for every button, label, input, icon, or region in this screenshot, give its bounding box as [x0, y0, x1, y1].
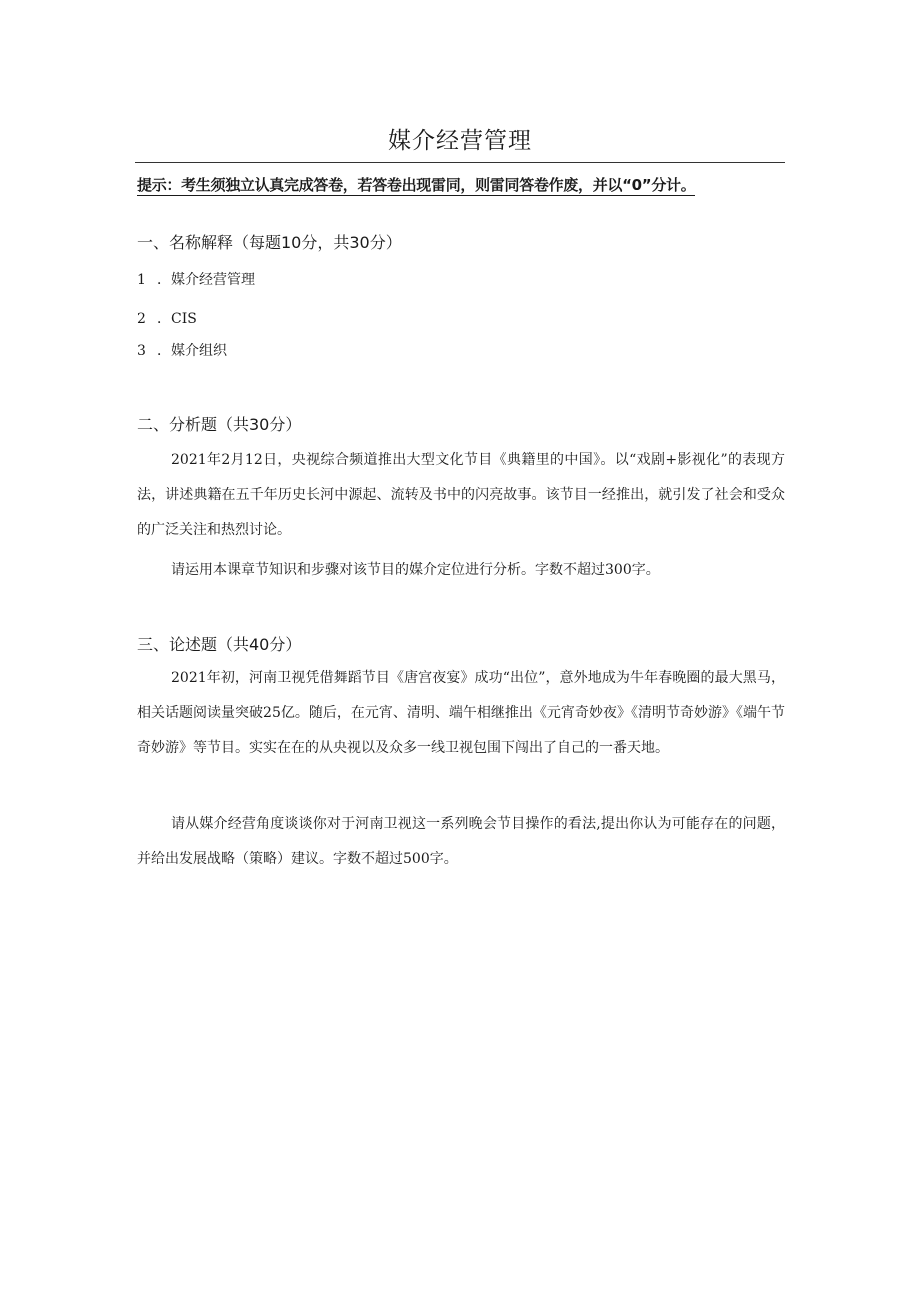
essay-paragraph-2: 请从媒介经营角度谈谈你对于河南卫视这一系列晚会节目操作的看法,提出你认为可能存在的问题，并给出发展战略（策略）建议。字数不超过500字。: [137, 816, 785, 867]
title-divider: [135, 162, 785, 163]
analysis-paragraph-1: 2021年2月12日，央视综合频道推出大型文化节目《典籍里的中国》。以“戏剧+影视化”的表现方法，讲述典籍在五千年历史长河中源起、流转及书中的闪亮故事。该节目一经推出，就引发了社会和受众的广泛关注和热烈讨论。: [137, 452, 785, 538]
section-3-heading: 三、论述题（共40分）: [137, 635, 302, 654]
section-1-heading: 一、名称解释（每题10分，共30分）: [137, 233, 402, 252]
exam-notice: [137, 174, 695, 195]
term-number: 1: [137, 272, 146, 288]
term-item-2: [137, 308, 197, 328]
essay-paragraph-1: 2021年初，河南卫视凭借舞蹈节目《唐宫夜宴》成功“出位”，意外地成为牛年春晚圈的最大黑马，相关话题阅读量突破25亿。随后，在元宵、清明、端午相继推出《元宵奇妙夜》《清明节奇妙游》《端午节奇妙游》等节目。实实在在的从央视以及众多一线卫视包围下闯出了自己的一番天地。: [137, 670, 785, 756]
term-item-1: [137, 269, 255, 289]
term-item-3: [137, 340, 227, 360]
term-text: ．CIS: [157, 311, 197, 327]
term-text: ．媒介组织: [157, 343, 227, 359]
document-title: 媒介经营管理: [388, 128, 532, 154]
section-2-heading: 二、分析题（共30分）: [137, 415, 302, 434]
term-number: 3: [137, 343, 146, 359]
analysis-paragraph-2: 请运用本课章节知识和步骤对该节目的媒介定位进行分析。字数不超过300字。: [171, 562, 660, 578]
notice-text: 提示：考生须独立认真完成答卷，若答卷出现雷同，则雷同答卷作废，并以“0”分计。: [137, 176, 696, 194]
term-text: ．媒介经营管理: [157, 272, 255, 288]
term-number: 2: [137, 311, 146, 327]
